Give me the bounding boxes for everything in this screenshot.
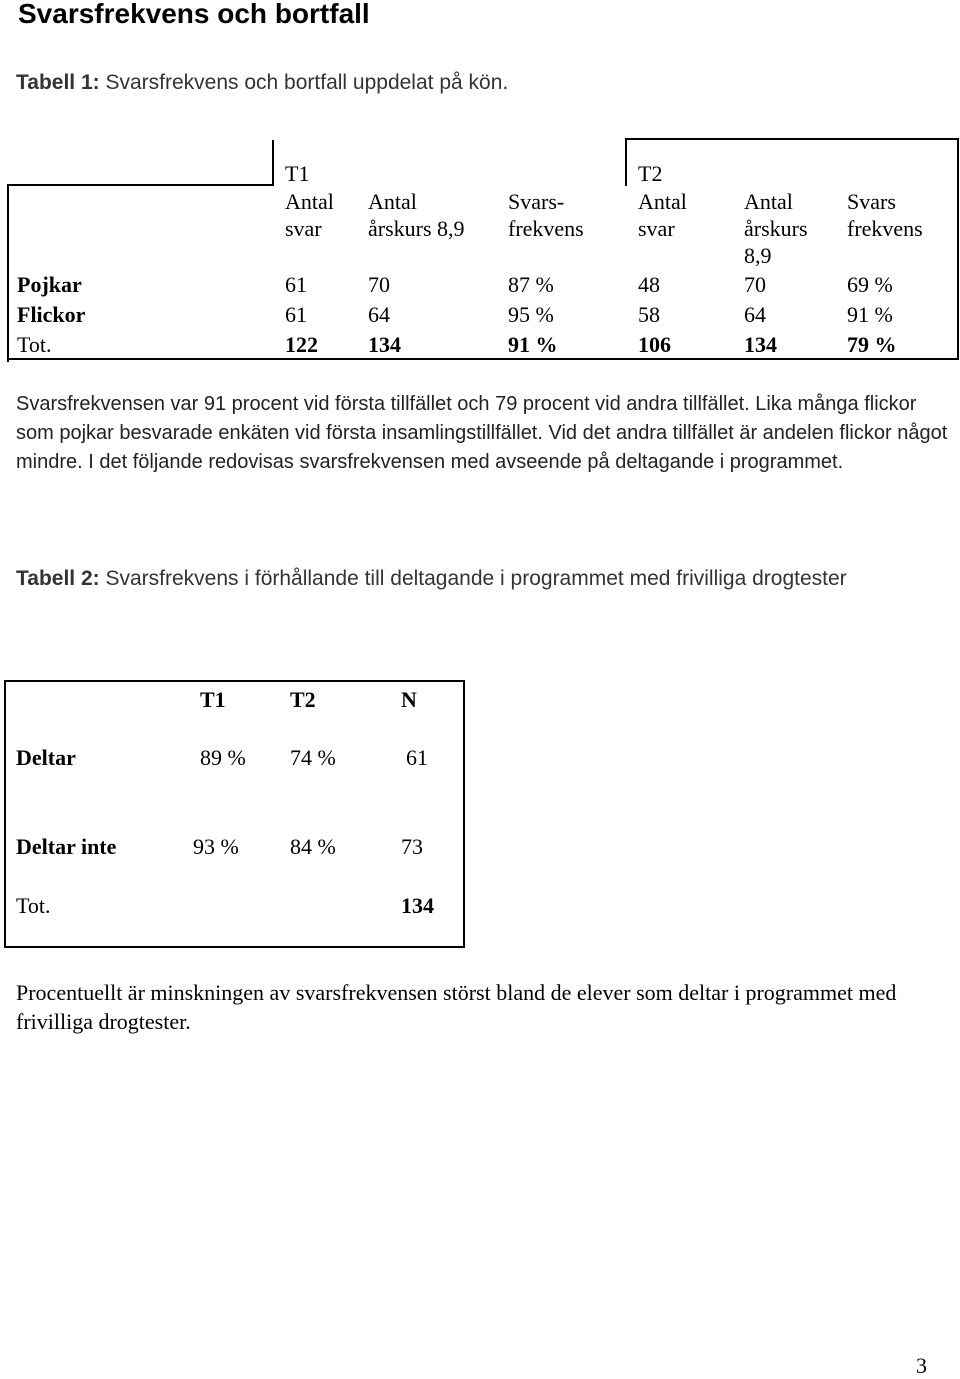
table1-cell: 134 xyxy=(368,332,401,357)
table2-caption xyxy=(16,564,916,594)
table2-cell: 61 xyxy=(406,745,428,770)
paragraph-1: Svarsfrekvensen var 91 procent vid första tillfället och 79 procent vid andra tillfället. Lika många flickor som pojkar besvarade enkäten vid första insamlingstillfället. Vid det andra tillfället är andelen flickor något mindre. I det följande redovisas svarsfrekvensen med avseende på deltagande i programmet. xyxy=(16,393,948,473)
table1-cell: 61 xyxy=(285,272,307,297)
table2-caption-label: Tabell 2: xyxy=(16,567,100,590)
table1-header: Antal svar xyxy=(638,189,687,241)
table2-header: T2 xyxy=(290,687,316,712)
table1-caption-label: Tabell 1: xyxy=(16,71,100,94)
table1-cell: 91 % xyxy=(847,302,893,327)
table2-cell: 89 % xyxy=(200,745,246,770)
table2-header: N xyxy=(401,687,417,712)
table1 xyxy=(7,138,959,360)
table1-group-t1: T1 xyxy=(285,161,310,186)
table1-header: Antal årskurs 8,9 xyxy=(368,189,465,241)
table1-cell: 61 xyxy=(285,302,307,327)
table2-cell: 93 % xyxy=(193,834,239,859)
table1-divider xyxy=(272,138,274,186)
table1-cell: 106 xyxy=(638,332,671,357)
page-number: 3 xyxy=(916,1353,927,1378)
table1-caption-text: Svarsfrekvens och bortfall uppdelat på kön. xyxy=(99,71,509,94)
table1-cell: 91 % xyxy=(508,332,558,357)
table1-group-t2: T2 xyxy=(638,161,663,186)
table2-cell: 134 xyxy=(401,893,434,918)
table1-corner-mask xyxy=(7,138,272,187)
table1-header: Antal årskurs 8,9 xyxy=(744,189,808,268)
table1-top-mask xyxy=(272,138,625,140)
table1-header: Svars frekvens xyxy=(847,189,923,241)
table1-header: Svars- frekvens xyxy=(508,189,584,241)
table2-row-label: Tot. xyxy=(16,893,51,918)
paragraph-2: Procentuellt är minskningen av svarsfrekvensen störst bland de elever som deltar i programmet med frivilliga drogtester. xyxy=(16,980,897,1034)
table2-cell: 73 xyxy=(401,834,423,859)
table2-cell: 74 % xyxy=(290,745,336,770)
table1-cell: 58 xyxy=(638,302,660,327)
page-heading: Svarsfrekvens och bortfall xyxy=(18,0,370,29)
table1-cell: 48 xyxy=(638,272,660,297)
table1-header: Antal svar xyxy=(285,189,334,241)
table1-cell: 70 xyxy=(744,272,766,297)
table1-divider xyxy=(7,184,9,362)
table1-cell: 122 xyxy=(285,332,318,357)
table1-cell: 95 % xyxy=(508,302,554,327)
table2-cell: 84 % xyxy=(290,834,336,859)
table1-divider xyxy=(625,138,627,186)
table1-cell: 70 xyxy=(368,272,390,297)
table2-header: T1 xyxy=(200,687,226,712)
table1-divider xyxy=(7,184,274,186)
table2 xyxy=(4,680,465,948)
table1-cell: 79 % xyxy=(847,332,897,357)
table1-cell: 64 xyxy=(368,302,390,327)
table1-cell: 64 xyxy=(744,302,766,327)
table1-row-label: Tot. xyxy=(17,332,52,357)
table1-caption xyxy=(16,68,508,97)
table1-row-label: Flickor xyxy=(17,302,86,327)
table2-row-label: Deltar xyxy=(16,745,76,770)
table2-row-label: Deltar inte xyxy=(16,834,117,859)
table1-row-label: Pojkar xyxy=(17,272,82,297)
table1-cell: 134 xyxy=(744,332,777,357)
table2-caption-text: Svarsfrekvens i förhållande till deltagande i programmet med frivilliga drogtester xyxy=(99,567,847,590)
table1-cell: 69 % xyxy=(847,272,893,297)
table1-cell: 87 % xyxy=(508,272,554,297)
